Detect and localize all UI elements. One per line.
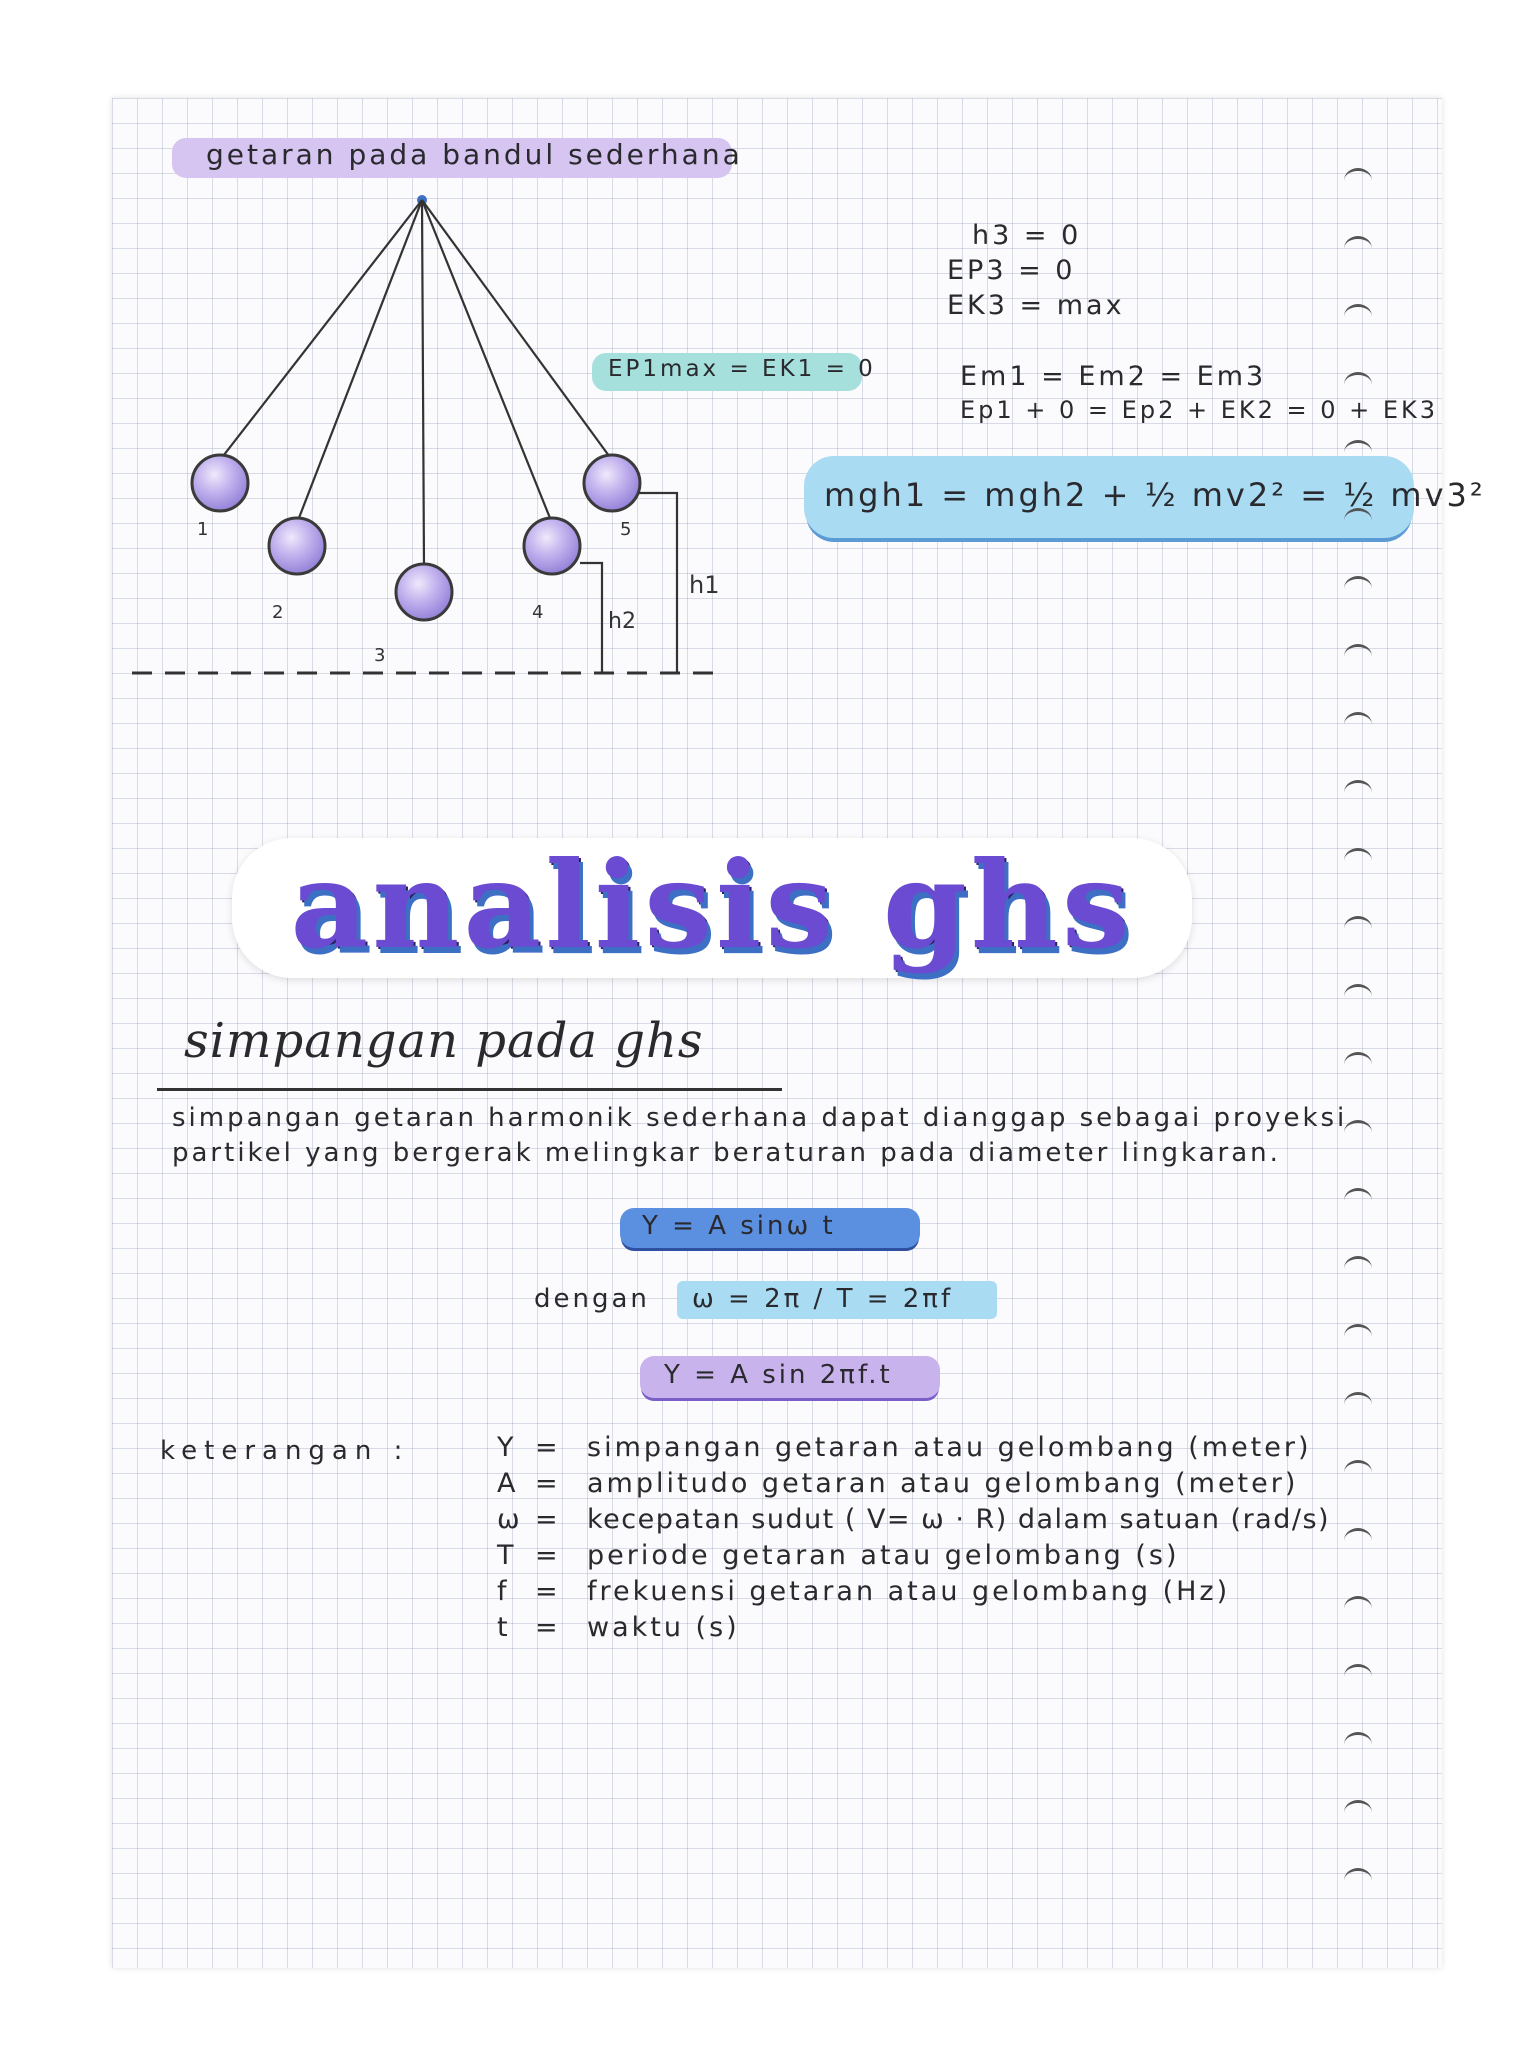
symbol: Y <box>497 1432 517 1463</box>
description: waktu (s) <box>587 1612 740 1643</box>
binding-ring <box>1344 1052 1372 1077</box>
ball-label-1: 1 <box>197 519 209 540</box>
pendulum-ball-4 <box>524 518 580 574</box>
binding-ring <box>1344 1596 1372 1621</box>
pendulum-string-3 <box>422 200 424 568</box>
pendulum-title: getaran pada bandul sederhana <box>206 138 743 171</box>
h1-bracket <box>639 493 677 673</box>
pendulum-string-2 <box>297 200 422 523</box>
binding-ring <box>1344 848 1372 873</box>
description: amplitudo getaran atau gelombang (meter) <box>587 1468 1299 1499</box>
equation-displacement-freq: Y = A sin 2πf.t <box>664 1360 893 1390</box>
binding-ring <box>1344 1324 1372 1349</box>
keterangan-label: keterangan : <box>160 1436 410 1466</box>
pendulum-string-5 <box>422 200 612 460</box>
binding-ring <box>1344 1528 1372 1553</box>
pendulum-ball-3 <box>396 564 452 620</box>
energy-line-4: Em1 = Em2 = Em3 <box>960 361 1267 392</box>
equals: = <box>535 1540 561 1571</box>
height-label-h1: h1 <box>689 571 720 599</box>
binding-ring <box>1344 1664 1372 1689</box>
pendulum-ball-1 <box>192 455 248 511</box>
binding-ring <box>1344 984 1372 1009</box>
binding-ring <box>1344 916 1372 941</box>
section-underline <box>157 1088 782 1091</box>
equals: = <box>535 1612 561 1643</box>
binding-ring <box>1344 1800 1372 1825</box>
height-label-h2: h2 <box>608 609 636 634</box>
ball-label-3: 3 <box>374 645 386 666</box>
energy-line-3: EK3 = max <box>947 290 1125 321</box>
binding-ring <box>1344 508 1372 533</box>
binding-holes <box>1344 168 1404 1948</box>
notebook-page <box>112 98 1486 1968</box>
section-title: simpangan pada ghs <box>184 1013 704 1069</box>
energy-line-1: h3 = 0 <box>972 220 1082 251</box>
ball-label-5: 5 <box>620 519 632 540</box>
description: kecepatan sudut ( V= ω · R) dalam satuan (rad/s) <box>587 1504 1331 1535</box>
description: frekuensi getaran atau gelombang (Hz) <box>587 1576 1231 1607</box>
equation-displacement: Y = A sinω t <box>642 1211 836 1241</box>
binding-ring <box>1344 372 1372 397</box>
ball-label-2: 2 <box>272 602 284 623</box>
paragraph-line-1: simpangan getaran harmonik sederhana dapat dianggap sebagai proyeksi <box>172 1103 1348 1133</box>
binding-ring <box>1344 168 1372 193</box>
binding-ring <box>1344 1256 1372 1281</box>
equals: = <box>535 1576 561 1607</box>
binding-ring <box>1344 1120 1372 1145</box>
binding-ring <box>1344 576 1372 601</box>
energy-box-text: EP1max = EK1 = 0 <box>608 356 876 382</box>
binding-ring <box>1344 1460 1372 1485</box>
binding-ring <box>1344 304 1372 329</box>
binding-ring <box>1344 1392 1372 1417</box>
energy-line-5: Ep1 + 0 = Ep2 + EK2 = 0 + EK3 <box>960 396 1439 424</box>
binding-ring <box>1344 1868 1372 1893</box>
description: simpangan getaran atau gelombang (meter) <box>587 1432 1312 1463</box>
symbol: f <box>497 1576 510 1607</box>
pendulum-diagram <box>112 98 732 718</box>
equals: = <box>535 1432 561 1463</box>
energy-line-2: EP3 = 0 <box>947 255 1076 286</box>
binding-ring <box>1344 644 1372 669</box>
binding-ring <box>1344 236 1372 261</box>
binding-ring <box>1344 440 1372 465</box>
binding-ring <box>1344 712 1372 737</box>
pendulum-ball-2 <box>269 518 325 574</box>
conservation-formula: mgh1 = mgh2 + ½ mv2² = ½ mv3² <box>824 476 1486 514</box>
binding-ring <box>1344 780 1372 805</box>
pendulum-string-1 <box>220 200 422 460</box>
heading-title: analisis ghs <box>290 835 1134 976</box>
symbol: t <box>497 1612 511 1643</box>
equation-angular-frequency: ω = 2π / T = 2πf <box>692 1284 954 1314</box>
pendulum-ball-5 <box>584 455 640 511</box>
pendulum-string-4 <box>422 200 552 523</box>
symbol: A <box>497 1468 519 1499</box>
dengan-label: dengan <box>534 1284 650 1314</box>
ball-label-4: 4 <box>532 602 544 623</box>
symbol: T <box>497 1540 517 1571</box>
equals: = <box>535 1468 561 1499</box>
paragraph-line-2: partikel yang bergerak melingkar beraturan pada diameter lingkaran. <box>172 1138 1281 1168</box>
h2-bracket <box>580 563 602 673</box>
symbol: ω <box>497 1504 523 1535</box>
binding-ring <box>1344 1188 1372 1213</box>
description: periode getaran atau gelombang (s) <box>587 1540 1180 1571</box>
equals: = <box>535 1504 561 1535</box>
binding-ring <box>1344 1732 1372 1757</box>
